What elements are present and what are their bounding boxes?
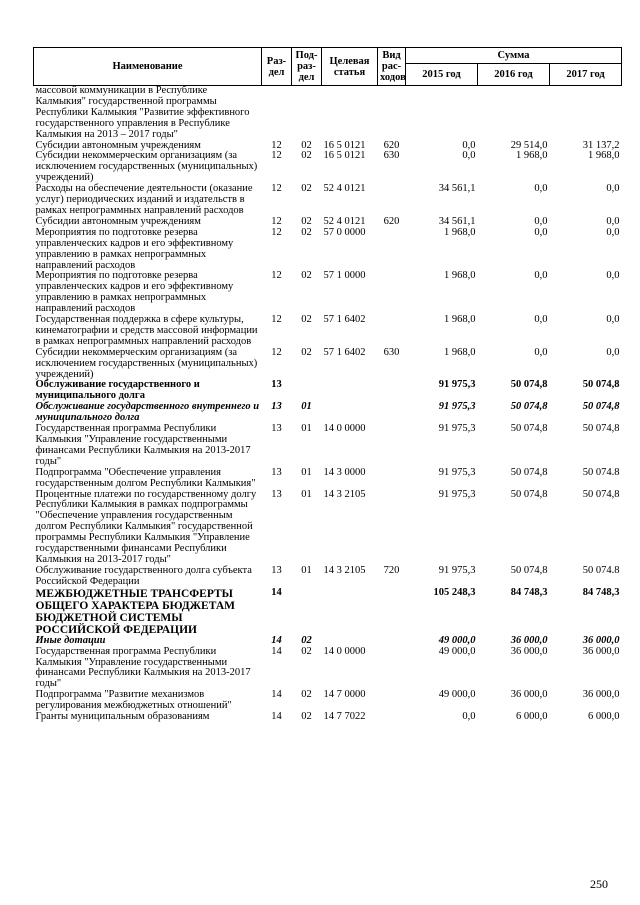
row-target: 52 4 0121 — [323, 215, 366, 227]
row-sum-2016: 0,0 — [534, 226, 548, 238]
row-podrazdel: 01 — [301, 488, 312, 500]
header-sum: Сумма — [406, 48, 622, 64]
table-row — [34, 588, 622, 636]
row-target: 14 3 2105 — [323, 488, 366, 500]
row-sum-2015: 0,0 — [462, 150, 476, 162]
row-podrazdel: 02 — [301, 139, 312, 151]
row-vid: 720 — [383, 564, 400, 576]
table-row — [34, 380, 622, 402]
row-sum-2016 — [478, 86, 550, 141]
row-vid — [378, 490, 406, 566]
row-target: 16 5 0121 — [323, 139, 366, 151]
row-razdel: 12 — [271, 226, 282, 238]
row-razdel: 14 — [271, 689, 282, 701]
row-sum-2015: 91 975,3 — [438, 564, 476, 576]
row-name: Субсидии некоммерческим организациям (за исключением государственных (муниципальных) учреждений) — [35, 346, 258, 380]
table-row — [34, 151, 622, 184]
row-sum-2017: 50 074,8 — [582, 423, 620, 435]
row-sum-2015: 105 248,3 — [433, 586, 476, 598]
row-podrazdel — [292, 588, 322, 636]
page-number: 250 — [590, 877, 608, 891]
row-razdel: 12 — [271, 150, 282, 162]
row-sum-2017: 31 137,2 — [582, 139, 620, 151]
row-target — [322, 588, 378, 636]
row-sum-2017: 1 968,0 — [588, 150, 620, 162]
table-row — [34, 490, 622, 566]
row-podrazdel — [292, 86, 322, 141]
row-sum-2017: 50 074,8 — [582, 379, 620, 391]
table-row — [34, 228, 622, 272]
row-target — [322, 86, 378, 141]
row-podrazdel: 02 — [301, 711, 312, 723]
row-razdel: 12 — [271, 139, 282, 151]
row-sum-2016: 6 000,0 — [516, 711, 548, 723]
row-sum-2015: 34 561,1 — [438, 215, 476, 227]
row-name: Обслуживание государственного и муниципального долга — [35, 379, 200, 402]
row-vid — [378, 184, 406, 217]
row-target: 14 0 0000 — [323, 645, 366, 657]
row-sum-2017: 0,0 — [606, 183, 620, 195]
header-vid: Вид рас- ходов — [378, 48, 406, 86]
table-row — [34, 690, 622, 712]
row-sum-2015: 0,0 — [462, 139, 476, 151]
row-sum-2016: 84 748,3 — [510, 586, 548, 598]
row-name: Гранты муниципальным образованиям — [35, 711, 210, 723]
row-sum-2015: 49 000,0 — [438, 689, 476, 701]
row-sum-2016: 50 074,8 — [510, 379, 548, 391]
row-razdel: 13 — [271, 564, 282, 576]
row-razdel: 12 — [271, 346, 282, 358]
row-sum-2015: 0,0 — [462, 711, 476, 723]
row-podrazdel: 01 — [301, 401, 312, 413]
row-name: Государственная программа Республики Калмыкия "Управление государственными финансами Республики Калмыкия на 2013-2017 годы" — [35, 645, 251, 690]
row-vid — [378, 647, 406, 691]
table-row — [34, 86, 622, 141]
row-razdel: 14 — [271, 586, 282, 598]
header-year-2015: 2015 год — [406, 64, 478, 86]
row-vid — [378, 468, 406, 490]
row-sum-2015: 91 975,3 — [438, 466, 476, 478]
table-row — [34, 468, 622, 490]
table-row — [34, 636, 622, 647]
row-podrazdel — [292, 380, 322, 402]
row-sum-2017 — [550, 86, 622, 141]
row-sum-2017: 50 074.8 — [582, 466, 620, 478]
row-vid: 620 — [383, 215, 400, 227]
row-target — [322, 636, 378, 647]
row-target: 16 5 0121 — [323, 150, 366, 162]
row-target: 14 7 0000 — [323, 689, 366, 701]
row-sum-2017: 50 074,8 — [582, 401, 620, 413]
row-podrazdel: 02 — [301, 183, 312, 195]
row-name: Мероприятия по подготовке резерва управленческих кадров и его эффективному управлению в рамках непрограммных направлений расходов — [35, 270, 234, 315]
row-target — [322, 402, 378, 424]
header-razdel: Раз- дел — [262, 48, 292, 86]
row-sum-2017: 0,0 — [606, 314, 620, 326]
row-name: Субсидии некоммерческим организациям (за исключением государственных (муниципальных) учреждений) — [35, 150, 258, 184]
row-name: Государственная поддержка в сфере культуры, кинематографии и средств массовой информации в рамках непрограммных направлений расходов — [35, 314, 258, 347]
table-row — [34, 184, 622, 217]
row-sum-2016: 50 074,8 — [510, 423, 548, 435]
row-sum-2016: 0,0 — [534, 270, 548, 282]
header-year-2017: 2017 год — [550, 64, 622, 86]
row-sum-2017: 84 748,3 — [582, 586, 620, 598]
budget-table — [33, 47, 622, 723]
row-razdel: 13 — [271, 401, 282, 413]
row-vid — [378, 228, 406, 272]
row-vid: 620 — [383, 139, 400, 151]
row-podrazdel: 02 — [301, 689, 312, 701]
header-year-2016: 2016 год — [478, 64, 550, 86]
row-sum-2017: 36 000,0 — [582, 634, 620, 646]
row-target: 57 1 6402 — [323, 346, 366, 358]
row-vid — [378, 588, 406, 636]
row-name: Расходы на обеспечение деятельности (оказание услуг) периодических изданий и издательств в рамках непрограммных направлений расходов — [35, 183, 253, 216]
table-row — [34, 402, 622, 424]
row-sum-2015: 1 968,0 — [444, 346, 476, 358]
row-target: 14 3 2105 — [323, 564, 366, 576]
row-razdel: 13 — [271, 379, 282, 391]
row-razdel — [262, 86, 292, 141]
row-sum-2015: 1 968,0 — [444, 314, 476, 326]
row-podrazdel: 02 — [301, 634, 312, 646]
row-sum-2015 — [406, 86, 478, 141]
row-razdel: 12 — [271, 215, 282, 227]
row-target: 14 0 0000 — [323, 423, 366, 435]
row-name: Процентные платежи по государственному долгу Республики Калмыкия в рамках подпрограммы "Обеспечение управления государственным долгом Республики Калмыкия" государственной программы Республики Калмыкия "Управление государственными финансами Республики Калмыкия на 2013-2017 годы" — [35, 488, 257, 565]
row-sum-2016: 50 074,8 — [510, 488, 548, 500]
row-sum-2016: 36 000,0 — [510, 634, 548, 646]
row-target: 14 3 0000 — [323, 466, 366, 478]
row-sum-2017: 50 074,8 — [582, 488, 620, 500]
row-podrazdel: 01 — [301, 564, 312, 576]
row-sum-2017: 0,0 — [606, 346, 620, 358]
header-name: Наименование — [34, 48, 262, 86]
row-name: Иные дотации — [35, 634, 106, 646]
row-vid — [378, 690, 406, 712]
row-sum-2016: 50 074,8 — [510, 401, 548, 413]
row-podrazdel: 02 — [301, 270, 312, 282]
row-razdel: 12 — [271, 314, 282, 326]
row-sum-2017: 6 000,0 — [588, 711, 620, 723]
table-body — [34, 86, 622, 723]
table-row — [34, 712, 622, 723]
table-row — [34, 647, 622, 691]
row-sum-2017: 0,0 — [606, 226, 620, 238]
row-sum-2017: 36 000,0 — [582, 645, 620, 657]
row-name: Подпрограмма "Развитие механизмов регулирования межбюджетных отношений" — [35, 689, 232, 712]
row-razdel: 13 — [271, 488, 282, 500]
row-target: 57 0 0000 — [323, 226, 366, 238]
row-name: Обслуживание государственного долга субъекта Российской Федерации — [35, 564, 252, 587]
row-sum-2016: 36 000,0 — [510, 689, 548, 701]
row-razdel: 13 — [271, 466, 282, 478]
row-razdel: 12 — [271, 183, 282, 195]
row-podrazdel: 01 — [301, 466, 312, 478]
row-sum-2015: 1 968,0 — [444, 270, 476, 282]
table-row — [34, 348, 622, 381]
row-name: Подпрограмма "Обеспечение управления государственным долгом Республики Калмыкия" — [35, 466, 256, 489]
row-sum-2015: 91 975,3 — [438, 401, 476, 413]
row-vid — [378, 315, 406, 348]
row-sum-2015: 34 561,1 — [438, 183, 476, 195]
row-name: массовой коммуникации в Республике Калмыкия" государственной программы Республики Калмыкия "Развитие эффективного государственного управления в Республике Калмыкия на 2013 – 2017 годы" — [35, 85, 250, 140]
row-name: Субсидии автономным учреждениям — [35, 139, 201, 151]
table-row — [34, 566, 622, 588]
row-vid — [378, 402, 406, 424]
row-razdel: 13 — [271, 423, 282, 435]
row-razdel: 14 — [271, 634, 282, 646]
row-razdel: 14 — [271, 645, 282, 657]
table-row — [34, 271, 622, 315]
row-vid — [378, 712, 406, 723]
row-target: 14 7 7022 — [323, 711, 366, 723]
row-sum-2015: 1 968,0 — [444, 226, 476, 238]
row-name: МЕЖБЮДЖЕТНЫЕ ТРАНСФЕРТЫ ОБЩЕГО ХАРАКТЕРА БЮДЖЕТАМ БЮДЖЕТНОЙ СИСТЕМЫ РОССИЙСКОЙ ФЕДЕРАЦИИ — [35, 587, 235, 636]
row-vid: 630 — [383, 150, 400, 162]
row-vid: 630 — [383, 346, 400, 358]
header-target: Целевая статья — [322, 48, 378, 86]
row-sum-2017: 36 000,0 — [582, 689, 620, 701]
row-vid — [378, 424, 406, 468]
row-podrazdel: 02 — [301, 226, 312, 238]
row-sum-2015: 49 000,0 — [438, 634, 476, 646]
row-podrazdel: 02 — [301, 645, 312, 657]
row-vid — [378, 86, 406, 141]
row-sum-2015: 49 000,0 — [438, 645, 476, 657]
row-sum-2015: 91 975,3 — [438, 379, 476, 391]
row-name: Субсидии автономным учреждениям — [35, 215, 201, 227]
table-row — [34, 315, 622, 348]
row-sum-2016: 50 074,8 — [510, 564, 548, 576]
row-sum-2017: 50 074.8 — [582, 564, 620, 576]
row-name: Мероприятия по подготовке резерва управленческих кадров и его эффективному управлению в рамках непрограммных направлений расходов — [35, 226, 234, 271]
table-header — [34, 48, 622, 86]
row-vid — [378, 271, 406, 315]
row-sum-2016: 36 000,0 — [510, 645, 548, 657]
row-name: Государственная программа Республики Калмыкия "Управление государственными финансами Республики Калмыкия на 2013-2017 годы" — [35, 423, 251, 467]
row-sum-2016: 29 514,0 — [510, 139, 548, 151]
row-name: Обслуживание государственного внутреннего и муниципального долга — [35, 401, 260, 424]
row-vid — [378, 636, 406, 647]
row-podrazdel: 02 — [301, 150, 312, 162]
row-target: 52 4 0121 — [323, 183, 366, 195]
table-row — [34, 424, 622, 468]
row-sum-2016: 1 968,0 — [516, 150, 548, 162]
row-podrazdel: 02 — [301, 215, 312, 227]
row-sum-2017: 0,0 — [606, 215, 620, 227]
row-sum-2016: 50 074,8 — [510, 466, 548, 478]
row-target: 57 1 6402 — [323, 314, 366, 326]
row-target: 57 1 0000 — [323, 270, 366, 282]
row-vid — [378, 380, 406, 402]
row-sum-2016: 0,0 — [534, 183, 548, 195]
row-razdel: 14 — [271, 711, 282, 723]
row-sum-2017: 0,0 — [606, 270, 620, 282]
row-sum-2016: 0,0 — [534, 215, 548, 227]
row-podrazdel: 02 — [301, 346, 312, 358]
row-podrazdel: 02 — [301, 314, 312, 326]
row-podrazdel: 01 — [301, 423, 312, 435]
header-podrazdel: Под- раз- дел — [292, 48, 322, 86]
row-target — [322, 380, 378, 402]
row-sum-2016: 0,0 — [534, 346, 548, 358]
row-sum-2016: 0,0 — [534, 314, 548, 326]
row-razdel: 12 — [271, 270, 282, 282]
row-sum-2015: 91 975,3 — [438, 423, 476, 435]
row-sum-2015: 91 975,3 — [438, 488, 476, 500]
